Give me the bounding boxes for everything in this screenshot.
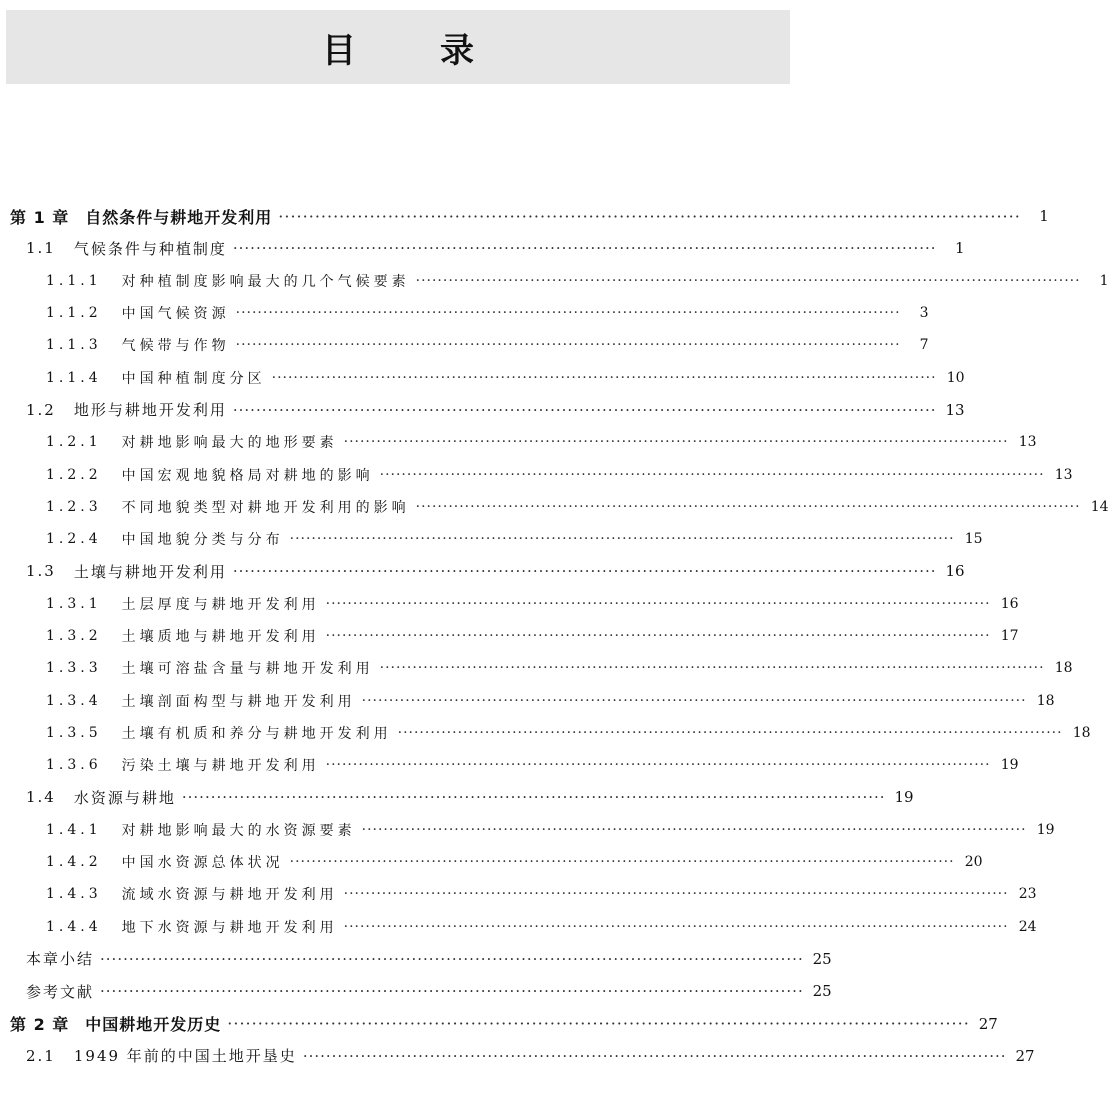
toc-entry-number: 1.4.4 xyxy=(46,918,102,935)
toc-entry-title: 对种植制度影响最大的几个气候要素 xyxy=(121,273,410,290)
toc-entry[interactable] xyxy=(0,652,1073,684)
toc-entry[interactable] xyxy=(0,684,1055,716)
toc-entry-page: 1 xyxy=(1099,272,1109,289)
toc-entry-title: 气候条件与种植制度 xyxy=(73,239,227,258)
toc-entry-title: 中国种植制度分区 xyxy=(121,370,266,387)
toc-leader-dots: ·························································································································· xyxy=(181,788,886,807)
toc-entry-title: 土壤质地与耕地开发利用 xyxy=(121,629,320,645)
toc-leader-dots: ·························································································································· xyxy=(100,949,804,968)
toc-entry-number: 1.2.3 xyxy=(46,498,102,515)
toc-entry[interactable] xyxy=(0,781,914,813)
toc-leader-dots: ·························································································································· xyxy=(232,562,937,581)
toc-entry-page: 1 xyxy=(955,239,965,258)
toc-entry[interactable] xyxy=(0,394,965,426)
toc-entry-title: 对耕地影响最大的地形要素 xyxy=(121,435,338,452)
toc-entry-number: 1.2 xyxy=(26,400,56,419)
toc-entry-title: 土壤可溶盐含量与耕地开发利用 xyxy=(121,661,374,678)
toc-entry-page: 23 xyxy=(1018,886,1037,903)
toc-entry-number: 1.2.1 xyxy=(46,434,102,451)
table-of-contents xyxy=(0,200,1109,1072)
toc-entry-number: 1.3.4 xyxy=(46,692,102,709)
toc-entry-title: 土壤剖面构型与耕地开发利用 xyxy=(121,693,356,710)
toc-entry[interactable] xyxy=(0,814,1055,846)
toc-entry-number: 1.3.2 xyxy=(46,628,102,644)
toc-entry[interactable] xyxy=(0,200,1049,232)
toc-leader-dots: ·························································································································· xyxy=(100,982,804,1001)
toc-leader-dots: ·························································································································· xyxy=(289,854,955,871)
toc-entry-page: 15 xyxy=(964,531,983,548)
toc-entry-page: 19 xyxy=(1000,757,1019,774)
toc-entry-title: 中国耕地开发历史 xyxy=(85,1015,222,1035)
toc-leader-dots: ·························································································································· xyxy=(379,466,1045,483)
toc-entry-page: 25 xyxy=(812,982,832,1001)
toc-entry[interactable] xyxy=(0,361,965,393)
toc-entry-page: 13 xyxy=(1018,434,1037,451)
toc-entry-page: 19 xyxy=(1036,821,1055,838)
toc-entry-title: 对耕地影响最大的水资源要素 xyxy=(121,822,356,839)
toc-entry-number: 1.4.3 xyxy=(46,886,102,903)
toc-leader-dots: ·························································································································· xyxy=(271,369,937,386)
toc-entry[interactable] xyxy=(0,911,1037,943)
toc-header-banner xyxy=(6,10,790,84)
toc-entry-number: 1.1.2 xyxy=(46,305,102,322)
toc-entry-page: 16 xyxy=(945,562,965,581)
toc-entry-title: 中国宏观地貌格局对耕地的影响 xyxy=(121,467,374,484)
toc-entry-number: 第 2 章 xyxy=(10,1015,70,1035)
toc-entry[interactable] xyxy=(0,717,1091,749)
toc-entry-title: 地下水资源与耕地开发利用 xyxy=(121,919,338,936)
toc-leader-dots: ·························································································································· xyxy=(232,400,937,419)
toc-entry[interactable] xyxy=(0,523,983,555)
toc-leader-dots: ·························································································································· xyxy=(343,434,1009,451)
toc-entry[interactable] xyxy=(0,297,929,329)
toc-entry-number: 1.3.1 xyxy=(46,595,102,612)
page-title-part1: 目 xyxy=(322,30,356,71)
toc-entry-title: 不同地貌类型对耕地开发利用的影响 xyxy=(121,499,410,516)
toc-leader-dots: ·························································································································· xyxy=(343,886,1009,903)
toc-leader-dots: ·························································································································· xyxy=(361,692,1027,709)
toc-entry-number: 1.3.5 xyxy=(46,724,102,741)
toc-entry-page: 18 xyxy=(1054,660,1073,677)
toc-entry-title: 土壤与耕地开发利用 xyxy=(73,562,227,581)
toc-entry-page: 13 xyxy=(945,400,965,419)
toc-leader-dots: ·························································································································· xyxy=(302,1046,1007,1065)
toc-entry-page: 14 xyxy=(1090,498,1109,515)
toc-entry[interactable] xyxy=(0,588,1019,620)
toc-entry-page: 13 xyxy=(1054,466,1073,483)
toc-entry-page: 19 xyxy=(894,788,914,807)
toc-entry-page: 16 xyxy=(1000,595,1019,612)
toc-leader-dots: ·························································································································· xyxy=(235,305,901,322)
toc-entry-page: 20 xyxy=(964,854,983,871)
toc-entry-number: 2.1 xyxy=(26,1046,56,1065)
toc-leader-dots: ·························································································································· xyxy=(289,531,955,548)
toc-leader-dots: ·························································································································· xyxy=(227,1014,970,1034)
toc-entry-number: 1.2.2 xyxy=(46,466,102,483)
toc-entry[interactable] xyxy=(0,846,983,878)
toc-leader-dots: ·························································································································· xyxy=(361,821,1027,838)
page-title-part2: 录 xyxy=(440,30,474,71)
toc-entry-page: 3 xyxy=(919,305,929,322)
toc-entry[interactable] xyxy=(0,555,965,587)
toc-entry-title: 气候带与作物 xyxy=(121,338,230,355)
toc-entry[interactable] xyxy=(0,1007,998,1039)
toc-entry[interactable] xyxy=(0,491,1109,523)
toc-leader-dots: ·························································································································· xyxy=(232,239,937,258)
toc-entry-title: 中国地貌分类与分布 xyxy=(121,532,284,549)
toc-entry-title: 土壤有机质和养分与耕地开发利用 xyxy=(121,725,392,742)
toc-leader-dots: ·························································································································· xyxy=(397,724,1063,741)
toc-leader-dots: ·························································································································· xyxy=(325,595,991,612)
toc-entry[interactable] xyxy=(0,749,1019,781)
toc-entry-title: 中国水资源总体状况 xyxy=(121,855,284,872)
toc-entry-number: 1.3.6 xyxy=(46,757,102,774)
toc-entry-page: 27 xyxy=(1015,1046,1035,1065)
toc-entry-number: 1.4.2 xyxy=(46,854,102,871)
toc-entry[interactable] xyxy=(0,1040,1035,1072)
toc-entry[interactable] xyxy=(0,232,965,264)
toc-entry-page: 18 xyxy=(1036,692,1055,709)
toc-entry-number: 1.4 xyxy=(26,788,56,807)
toc-entry-number: 1.1.1 xyxy=(46,272,102,289)
toc-entry-title: 水资源与耕地 xyxy=(73,788,176,807)
toc-entry-page: 18 xyxy=(1072,724,1091,741)
toc-entry-title: 自然条件与耕地开发利用 xyxy=(85,207,273,227)
toc-entry-page: 25 xyxy=(812,949,832,968)
toc-leader-dots: ·························································································································· xyxy=(278,206,1021,226)
toc-entry-page: 10 xyxy=(946,369,965,386)
toc-entry-number: 第 1 章 xyxy=(10,207,70,227)
toc-entry-title: 流域水资源与耕地开发利用 xyxy=(121,887,338,904)
toc-entry-number: 1.4.1 xyxy=(46,821,102,838)
toc-entry-title: 参考文献 xyxy=(26,982,95,1001)
toc-entry-title: 1949 年前的中国土地开垦史 xyxy=(73,1047,297,1066)
toc-entry-page: 17 xyxy=(1000,628,1019,644)
toc-entry[interactable] xyxy=(0,458,1073,490)
toc-entry[interactable] xyxy=(0,329,929,361)
toc-leader-dots: ·························································································································· xyxy=(235,337,901,354)
toc-entry-number: 1.1.3 xyxy=(46,337,102,354)
toc-entry[interactable] xyxy=(0,975,832,1007)
toc-entry[interactable] xyxy=(0,943,832,975)
toc-entry-page: 7 xyxy=(919,337,929,354)
toc-entry[interactable] xyxy=(0,265,1109,297)
toc-entry-page: 27 xyxy=(978,1014,998,1033)
toc-entry[interactable] xyxy=(0,620,1019,652)
toc-entry-number: 1.1 xyxy=(26,239,56,258)
toc-entry[interactable] xyxy=(0,878,1037,910)
toc-entry-title: 污染土壤与耕地开发利用 xyxy=(121,758,320,775)
toc-entry-title: 土层厚度与耕地开发利用 xyxy=(121,596,320,613)
toc-entry-title: 本章小结 xyxy=(26,950,95,969)
toc-leader-dots: ·························································································································· xyxy=(325,757,991,774)
toc-leader-dots: ·························································································································· xyxy=(415,498,1081,515)
toc-entry-page: 1 xyxy=(1039,207,1049,226)
toc-entry-number: 1.3.3 xyxy=(46,660,102,677)
toc-leader-dots: ·························································································································· xyxy=(415,272,1081,289)
toc-leader-dots: ·························································································································· xyxy=(343,918,1009,935)
toc-entry-number: 1.2.4 xyxy=(46,531,102,548)
toc-leader-dots: ·························································································································· xyxy=(379,660,1045,677)
toc-entry[interactable] xyxy=(0,426,1037,458)
toc-entry-title: 地形与耕地开发利用 xyxy=(73,401,227,420)
toc-entry-number: 1.1.4 xyxy=(46,369,102,386)
toc-entry-page: 24 xyxy=(1018,918,1037,935)
toc-leader-dots: ·························································································································· xyxy=(325,628,991,644)
toc-entry-number: 1.3 xyxy=(26,562,56,581)
toc-entry-title: 中国气候资源 xyxy=(121,306,230,323)
